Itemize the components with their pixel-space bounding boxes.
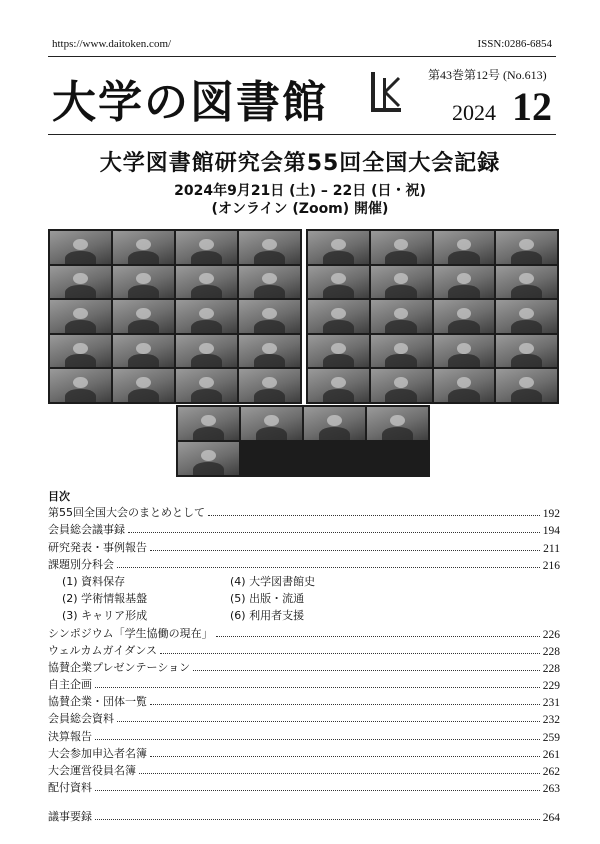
event-venue: (オンライン (Zoom) 開催) <box>211 201 389 217</box>
participant-video-tile <box>304 407 365 440</box>
participant-video-tile <box>434 300 495 333</box>
participant-video-tile <box>176 369 237 402</box>
participant-video-tile <box>176 266 237 299</box>
participant-video-tile <box>239 266 300 299</box>
participant-video-tile <box>50 335 111 368</box>
toc-leader-dots <box>216 636 540 637</box>
toc-entry-label: 会員総会資料 <box>48 712 114 726</box>
toc-entry-page: 262 <box>542 766 560 778</box>
toc-entry-label: 大会参加申込者名簿 <box>48 746 147 760</box>
participant-video-tile <box>496 266 557 299</box>
participant-video-tile <box>239 231 300 264</box>
participant-video-tile <box>176 335 237 368</box>
toc-entry-label: 協賛企業・団体一覧 <box>48 695 147 709</box>
participant-video-tile <box>434 369 495 402</box>
toc-entry-label: 議事要録 <box>48 810 92 824</box>
toc-entry <box>48 537 560 554</box>
participant-video-tile <box>50 300 111 333</box>
subsession-row <box>48 589 560 606</box>
toc-entry <box>48 726 560 743</box>
participant-video-tile <box>308 266 369 299</box>
subsession-label: (5) 出版・流通 <box>230 592 305 606</box>
participant-video-tile <box>308 300 369 333</box>
event-title: 大学図書館研究会第55回全国大会記録 <box>99 151 501 176</box>
journal-logo-icon <box>367 70 403 116</box>
toc-leader-dots <box>150 704 540 705</box>
toc-leader-dots <box>95 739 540 740</box>
toc-entry-page: 226 <box>542 628 560 641</box>
participant-video-tile <box>308 335 369 368</box>
toc-leader-dots <box>95 790 540 791</box>
volume-issue: 第43巻第12号 (No.613) <box>428 68 547 82</box>
event-date: 2024年9月21日 (土) – 22日 (日・祝) <box>174 183 426 199</box>
participant-video-tile <box>496 300 557 333</box>
participant-video-tile <box>178 442 239 475</box>
toc-entry <box>48 641 560 658</box>
participant-video-tile <box>371 300 432 333</box>
toc-entry <box>48 807 560 824</box>
toc-entry <box>48 555 560 572</box>
participant-video-tile <box>496 369 557 402</box>
participant-video-tile <box>371 231 432 264</box>
toc-entry <box>48 520 560 537</box>
participant-video-tile <box>496 335 557 368</box>
toc-heading: 目次 <box>48 490 70 503</box>
participant-video-tile <box>239 300 300 333</box>
toc-entry-label: ウェルカムガイダンス <box>48 643 158 657</box>
toc-leader-dots <box>128 532 540 533</box>
zoom-screenshot-left <box>48 229 302 404</box>
toc-entry-page: 216 <box>542 559 560 572</box>
subsession-label: (1) 資料保存 <box>62 574 126 588</box>
toc-entry-page: 232 <box>542 714 560 727</box>
toc-entry-page: 263 <box>542 783 560 796</box>
participant-video-tile <box>371 266 432 299</box>
toc-leader-dots <box>160 653 540 654</box>
toc-entry-label: 大会運営役員名簿 <box>48 764 136 777</box>
toc-entry-label: 研究発表・事例報告 <box>48 540 147 554</box>
header-rule-top <box>48 56 556 57</box>
toc-entry-label: 課題別分科会 <box>48 557 114 571</box>
toc-entry-label: 決算報告 <box>48 729 92 743</box>
participant-video-tile <box>308 231 369 264</box>
toc-entry-page: 228 <box>542 662 560 675</box>
subsession-row <box>48 606 560 623</box>
subsession-label: (2) 学術情報基盤 <box>62 592 148 606</box>
toc-entry-label: 第55回全国大会のまとめとして <box>48 506 205 520</box>
toc-entry-label: 協賛企業プレゼンテーション <box>48 660 191 674</box>
participant-video-tile <box>434 231 495 264</box>
toc-leader-dots <box>139 773 540 774</box>
toc-entry <box>48 744 560 761</box>
zoom-screenshot-bottom <box>176 405 430 477</box>
header-rule-bottom <box>48 134 556 135</box>
subsession-label: (6) 利用者支援 <box>230 609 305 623</box>
toc-entry-label: シンポジウム「学生協働の現在」 <box>48 626 213 640</box>
participant-video-tile <box>50 369 111 402</box>
participant-video-tile <box>241 407 302 440</box>
toc-leader-dots <box>117 567 540 568</box>
issue-year: 2024 <box>452 100 496 125</box>
participant-video-tile <box>113 335 174 368</box>
subsession-label: (4) 大学図書館史 <box>230 574 316 588</box>
toc-leader-dots <box>95 687 540 688</box>
participant-video-tile <box>434 266 495 299</box>
toc-entry <box>48 503 560 520</box>
participant-video-tile <box>371 335 432 368</box>
participant-video-tile <box>113 300 174 333</box>
subsession-label: (3) キャリア形成 <box>62 609 148 623</box>
toc-leader-dots <box>150 756 540 757</box>
toc-entry <box>48 709 560 726</box>
toc-entry-page: 231 <box>542 697 560 710</box>
toc-leader-dots <box>208 515 540 516</box>
participant-video-tile <box>239 335 300 368</box>
toc-entry-label: 会員総会議事録 <box>48 523 125 537</box>
journal-title: 大学の図書館 <box>52 77 328 128</box>
participant-video-tile <box>367 407 428 440</box>
subsession-row <box>48 572 560 589</box>
toc-leader-dots <box>117 721 540 722</box>
issn: ISSN:0286-6854 <box>477 38 552 50</box>
toc-entry-page: 194 <box>542 525 560 538</box>
zoom-screenshot-right <box>306 229 559 404</box>
issue-month: 12 <box>512 84 552 129</box>
participant-video-tile <box>176 231 237 264</box>
table-of-contents <box>48 488 560 824</box>
toc-entry-page: 211 <box>543 542 560 555</box>
toc-entry <box>48 692 560 709</box>
website-url: https://www.daitoken.com/ <box>52 38 172 50</box>
participant-video-tile <box>496 231 557 264</box>
toc-entry-page: 261 <box>542 748 560 761</box>
participant-video-tile <box>371 369 432 402</box>
toc-entry-page: 264 <box>542 812 560 825</box>
participant-video-tile <box>113 369 174 402</box>
participant-video-tile <box>50 266 111 299</box>
participant-video-tile <box>176 300 237 333</box>
toc-entry-page: 228 <box>542 645 560 658</box>
participant-video-tile <box>308 369 369 402</box>
participant-video-tile <box>50 231 111 264</box>
toc-leader-dots <box>193 670 540 671</box>
participant-video-tile <box>113 231 174 264</box>
toc-entry-page: 229 <box>542 680 560 693</box>
participant-video-tile <box>178 407 239 440</box>
participant-video-tile <box>239 369 300 402</box>
participant-video-tile <box>113 266 174 299</box>
toc-entry-page: 259 <box>542 731 560 744</box>
toc-entry <box>48 658 560 675</box>
toc-entry <box>48 623 560 640</box>
toc-leader-dots <box>150 550 540 551</box>
toc-entry-page: 192 <box>542 508 560 521</box>
toc-entry <box>48 761 560 778</box>
toc-entry <box>48 778 560 795</box>
toc-entry <box>48 675 560 692</box>
toc-leader-dots <box>95 819 540 820</box>
toc-entry-label: 自主企画 <box>48 678 92 692</box>
participant-video-tile <box>434 335 495 368</box>
toc-entry-label: 配付資料 <box>48 781 92 795</box>
